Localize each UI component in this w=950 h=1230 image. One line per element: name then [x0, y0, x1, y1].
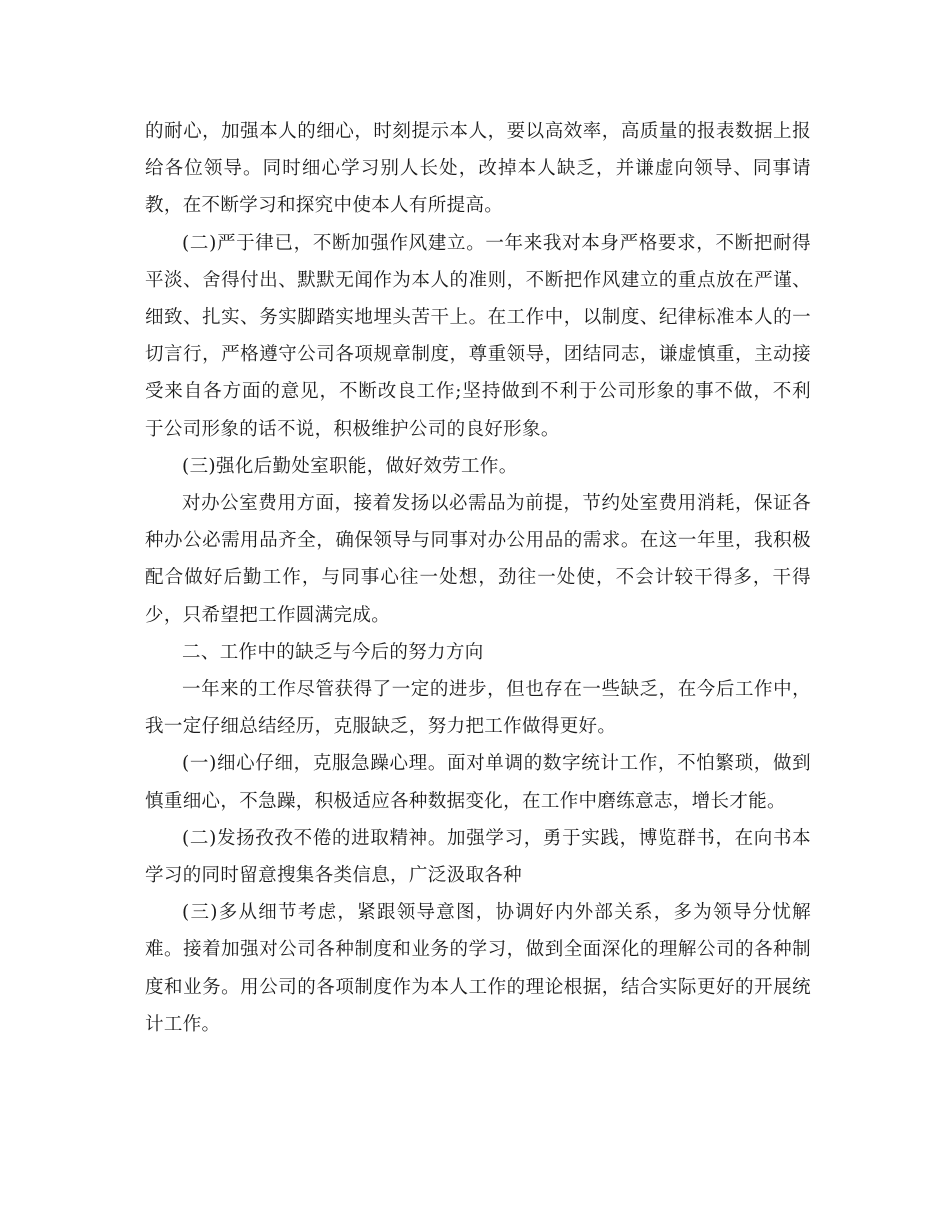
document-body: [145, 113, 811, 1043]
paragraph-continuation: 的耐心，加强本人的细心，时刻提示本人，要以高效率，高质量的报表数据上报给各位领导。同时细心学习别人长处，改掉本人缺乏，并谦虚向领导、同事请教，在不断学习和探究中使本人有所提高。: [145, 121, 811, 217]
paragraph-year-summary: 一年来的工作尽管获得了一定的进步，但也存在一些缺乏，在今后工作中，我一定仔细总结经历，克服缺乏，努力把工作做得更好。: [145, 679, 811, 738]
paragraph-logistics-heading: (三)强化后勤处室职能，做好效劳工作。: [182, 455, 518, 477]
section-heading-shortcomings: 二、工作中的缺乏与今后的努力方向: [182, 641, 484, 663]
paragraph-carefulness: (一)细心仔细，克服急躁心理。面对单调的数字统计工作，不怕繁琐，做到慎重细心，不急躁，积极适应各种数据变化，在工作中磨练意志，增长才能。: [145, 753, 811, 812]
paragraph-enterprising-spirit: (二)发扬孜孜不倦的进取精神。加强学习，勇于实践，博览群书，在向书本学习的同时留意搜集各类信息，广泛汲取各种: [145, 827, 811, 887]
paragraph-office-expenses: 对办公室费用方面，接着发扬以必需品为前提，节约处室费用消耗，保证各种办公必需用品齐全，确保领导与同事对办公用品的需求。在这一年里，我积极配合做好后勤工作，与同事心往一处想，劲往一处使，不会计较干得多，干得少，只希望把工作圆满完成。: [145, 493, 811, 626]
paragraph-details: (三)多从细节考虑，紧跟领导意图，协调好内外部关系，多为领导分忧解难。接着加强对公司各种制度和业务的学习，做到全面深化的理解公司的各种制度和业务。用公司的各项制度作为本人工作的理论根据，结合实际更好的开展统计工作。: [145, 902, 811, 1035]
paragraph-self-discipline: (二)严于律已，不断加强作风建立。一年来我对本身严格要求，不断把耐得平淡、舍得付出、默默无闻作为本人的准则，不断把作风建立的重点放在严谨、细致、扎实、务实脚踏实地埋头苦干上。在工作中，以制度、纪律标准本人的一切言行，严格遵守公司各项规章制度，尊重领导，团结同志，谦虚慎重，主动接受来自各方面的意见，不断改良工作;坚持做到不利于公司形象的事不做，不利于公司形象的话不说，积极维护公司的良好形象。: [145, 232, 811, 440]
